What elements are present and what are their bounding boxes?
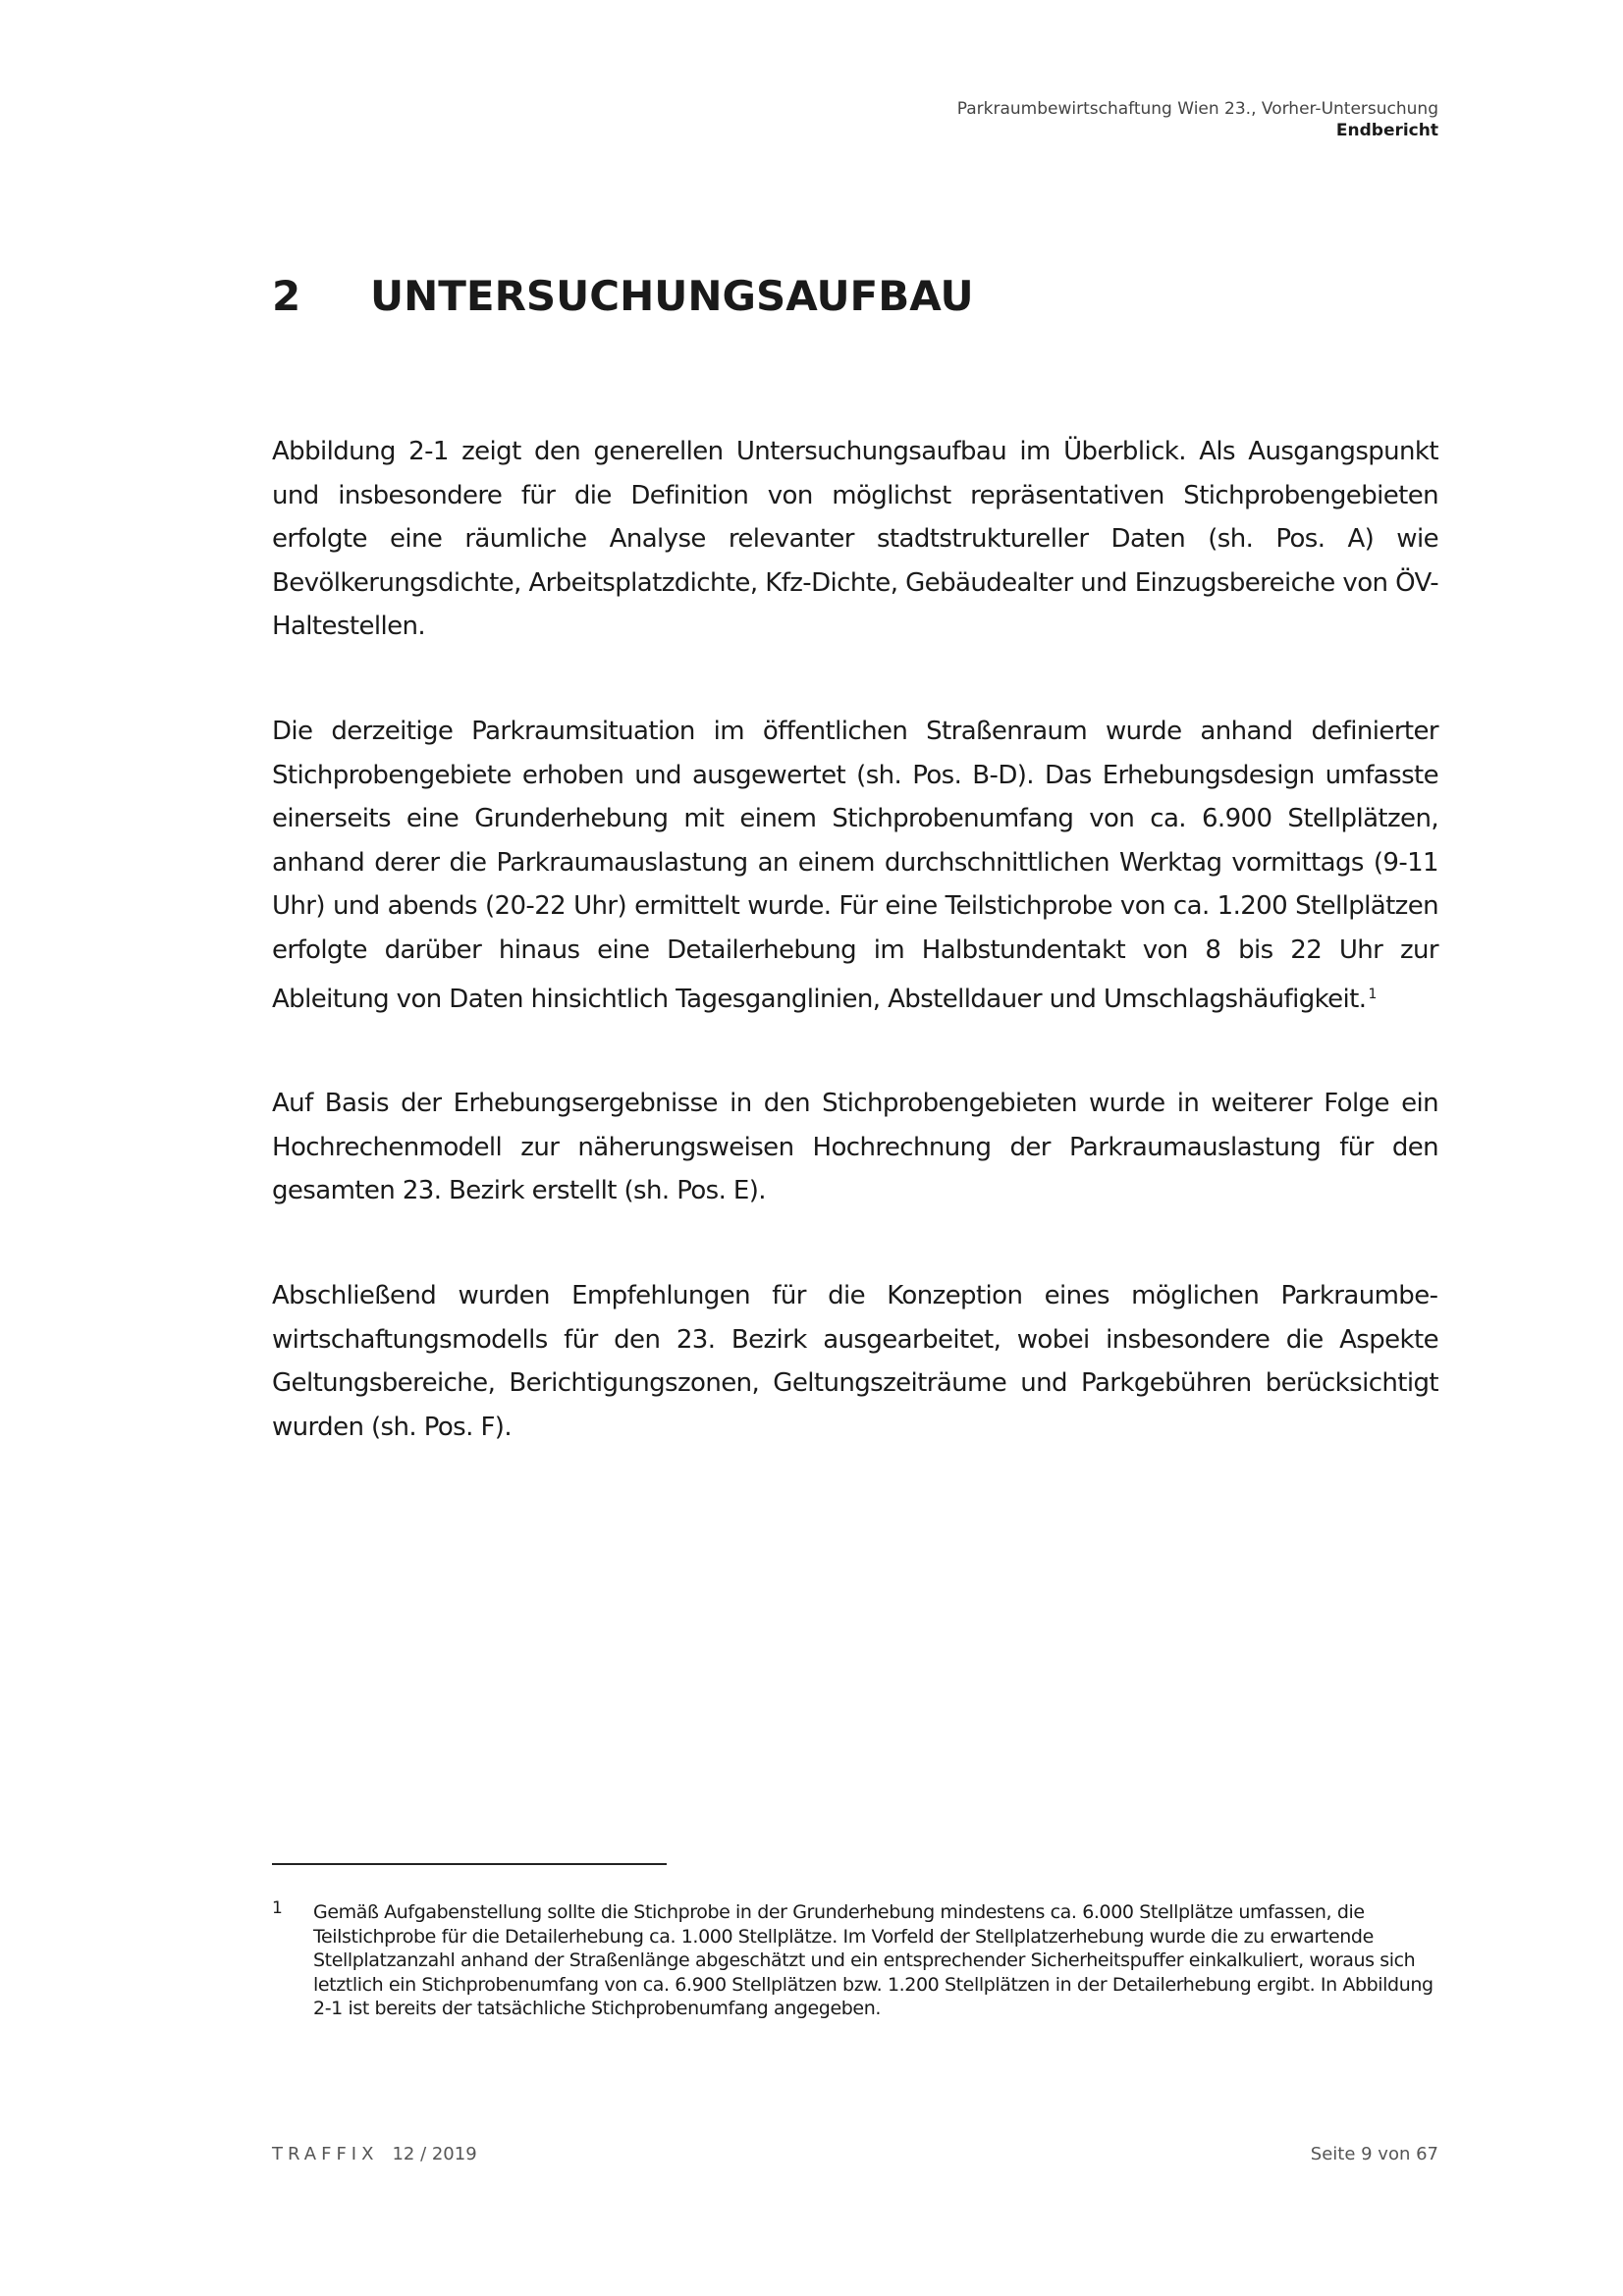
body-text <box>272 430 1438 1510</box>
paragraph: Abschließend wurden Empfehlungen für die Konzeption eines möglichen Parkraumbewirtschaftungsmodells für den 23. Bezirk ausgearbeitet, wobei insbesondere die Aspekte Geltungsbereiche, Berichtigungszonen, Geltungszeiträume und Parkgebühren berücksichtigt wurden (sh. Pos. F). <box>272 1280 1438 1442</box>
running-header <box>957 98 1438 141</box>
paragraph <box>272 710 1438 1021</box>
footnote <box>272 1900 1440 2021</box>
chapter-heading <box>272 267 974 326</box>
footer-brand: TRAFFIX <box>272 2144 379 2164</box>
page-number: Seite 9 von 67 <box>1310 2144 1438 2164</box>
header-subtitle: Endbericht <box>1335 121 1438 140</box>
header-title: Parkraumbewirtschaftung Wien 23., Vorher-Untersuchung <box>956 99 1438 119</box>
footer-left <box>272 2144 477 2164</box>
chapter-number: 2 <box>272 272 301 320</box>
paragraph: Abbildung 2-1 zeigt den generellen Untersuchungsaufbau im Überblick. Als Ausgangspunkt und insbesondere für die Definition von möglichst repräsentativen Stichprobengebieten erfolgte eine räumliche Analyse relevanter stadtstruktureller Daten (sh. Pos. A) wie Bevölkerungsdichte, Arbeitsplatzdichte, Kfz-Dichte, Gebäudealter und Einzugsbereiche von ÖV-Haltestellen. <box>272 437 1438 642</box>
footnote-reference[interactable]: 1 <box>1368 986 1377 1002</box>
footnote-separator <box>272 1863 667 1865</box>
footnote-text: Gemäß Aufgabenstellung sollte die Stichprobe in der Grunderhebung mindestens ca. 6.000 Stellplätze umfassen, die Teilstichprobe für die Detailerhebung ca. 1.000 Stellplätze. Im Vorfeld der Stellplatzerhebung wurde die zu erwartende Stellplatzanzahl anhand der Straßenlänge abgeschätzt und ein entsprechender Sicherheitspuffer einkalkuliert, woraus sich letztlich ein Stichprobenumfang von ca. 6.900 Stellplätzen bzw. 1.200 Stellplätzen in der Detailerhebung ergibt. In Abbildung 2-1 ist bereits der tatsächliche Stichprobenumfang angegeben. <box>313 1901 1434 2020</box>
footer-date: 12 / 2019 <box>392 2144 477 2164</box>
chapter-title: UNTERSUCHUNGSAUFBAU <box>370 272 974 320</box>
footnote-number: 1 <box>272 1898 283 1918</box>
paragraph: Auf Basis der Erhebungsergebnisse in den Stichprobengebieten wurde in weiterer Folge ein Hochrechenmodell zur näherungsweisen Hochrechnung der Parkraumauslastung für den gesamten 23. Bezirk erstellt (sh. Pos. E). <box>272 1089 1438 1206</box>
paragraph-text: Die derzeitige Parkraumsituation im öffentlichen Straßenraum wurde anhand definierter Stichprobengebiete erhoben und ausgewertet (sh. Pos. B-D). Das Erhebungsdesign umfasste einerseits eine Grunderhebung mit einem Stichprobenumfang von ca. 6.900 Stellplätzen, anhand derer die Parkraumauslastung an einem durchschnittlichen Werktag vormittags (9-11 Uhr) und abends (20-22 Uhr) ermittelt wurde. Für eine Teilstichprobe von ca. 1.200 Stellplätzen erfolgte darüber hinaus eine Detailerhebung im Halbstundentakt von 8 bis 22 Uhr zur Ableitung von Daten hinsichtlich Tagesganglinien, Abstelldauer und Umschlagshäufigkeit. <box>272 716 1438 1014</box>
